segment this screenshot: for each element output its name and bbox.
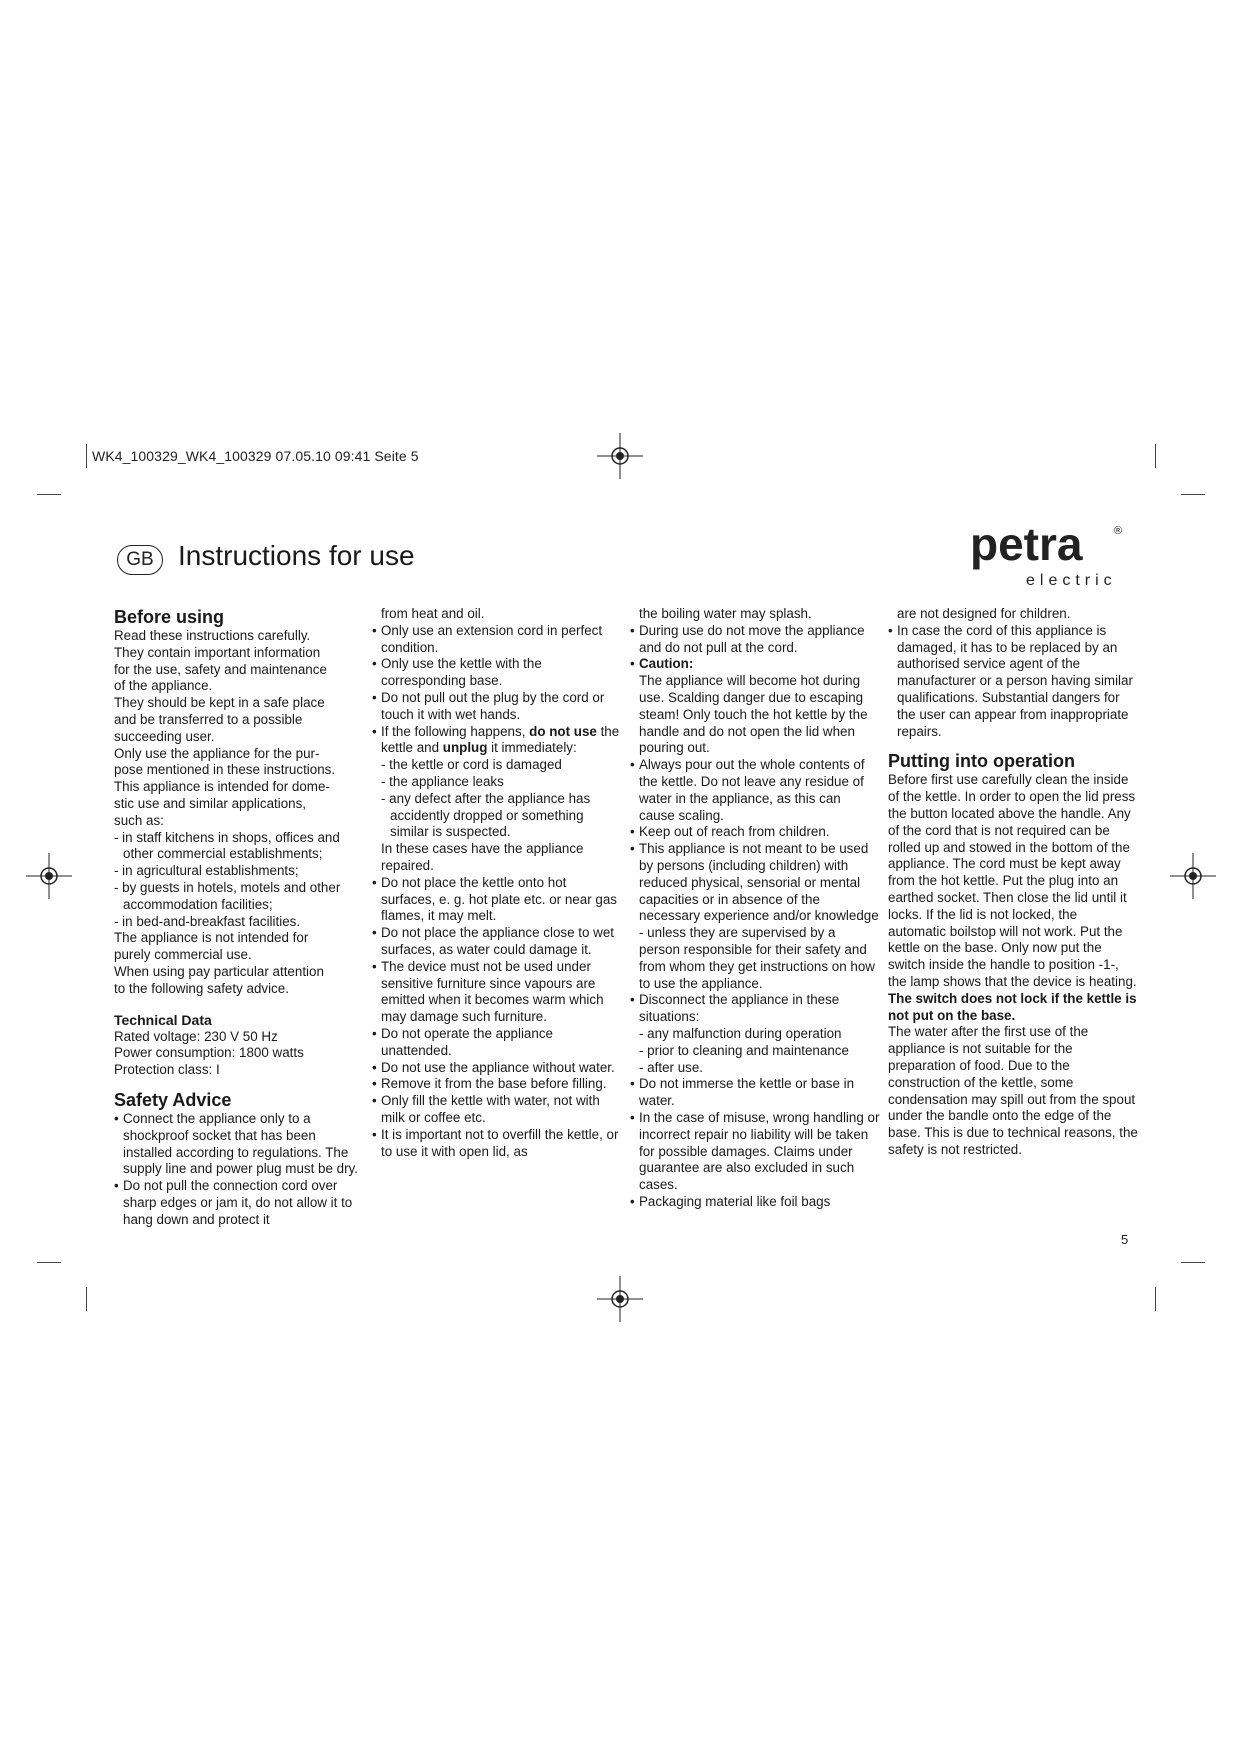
crop-mark-bottom-left	[86, 1287, 87, 1311]
text-line: of the appliance.	[114, 678, 213, 694]
list-item: • Only use an extension cord in perfect condition.	[372, 623, 622, 657]
logo-registered-mark: ®	[1114, 525, 1123, 537]
text-line: are not designed for children.	[897, 606, 1071, 621]
crop-mark-bottom-right	[1155, 1287, 1156, 1311]
heading-putting-into-operation: Putting into operation	[888, 751, 1075, 772]
list-item: • It is important not to overfill the kettle, or to use it with open lid, as	[372, 1127, 622, 1161]
list-item: • In case the cord of this appliance is damaged, it has to be replaced by an authorised service agent of the manufacturer or a person having similar qualifications. Substantial dangers for the user can appear from inappropriate repairs.	[888, 623, 1138, 741]
text-line: This appliance is intended for dome-	[114, 779, 330, 795]
safety-list	[888, 623, 1138, 741]
text-line: to the following safety advice.	[114, 980, 289, 996]
list-item: • Do not operate the appliance unattended.	[372, 1026, 622, 1060]
page-number: 5	[1121, 1232, 1129, 1247]
list-item: • Connect the appliance only to a shockproof socket that has been installed according to regulations. The supply line and power plug must be dry.	[114, 1111, 364, 1178]
operation-text: Before first use carefully clean the inside of the kettle. In order to open the lid press the button located above the handle. Any of the cord that is not required can be rolled up and stowed in the bottom of the appliance. The cord must be kept away from the hot kettle. Put the plug into an earthed socket. Then close the lid until it locks. If the lid is not locked, the automatic boilstop will not work. Put the kettle on the base. Only now put the switch inside the handle to position -1-, the lamp shows that the device is heating.	[888, 772, 1137, 989]
page-title: Instructions for use	[178, 540, 415, 571]
column-1	[114, 606, 364, 1229]
registration-mark-icon	[597, 1276, 643, 1322]
text-line: pose mentioned in these instructions.	[114, 762, 336, 778]
text-line: for the use, safety and maintenance	[114, 661, 327, 677]
print-slug: WK4_100329_WK4_100329 07.05.10 09:41 Seite 5	[92, 448, 419, 464]
registration-mark-icon	[597, 433, 643, 479]
registration-mark-icon	[26, 853, 72, 899]
list-item: • Do not place the appliance close to wet surfaces, as water could damage it.	[372, 925, 622, 959]
if-text-post: it immediately:	[487, 740, 577, 756]
text-line: stic use and similar applications,	[114, 795, 307, 811]
list-item: • Do not pull out the plug by the cord or touch it with wet hands.	[372, 690, 622, 724]
crop-mark-top-right	[1155, 444, 1156, 468]
heading-technical-data: Technical Data	[114, 1011, 212, 1028]
column-4	[888, 606, 1138, 1159]
if-text-pre: If the following happens,	[381, 723, 530, 739]
text-line: The appliance is not intended for	[114, 930, 309, 946]
text-line: Read these instructions carefully.	[114, 628, 311, 643]
list-item: • Do not pull the connection cord over sharp edges or jam it, do not allow it to hang down and protect it	[114, 1178, 364, 1228]
text-line: from heat and oil.	[381, 606, 485, 621]
caution-label: Caution:	[639, 656, 694, 672]
list-item: • Remove it from the base before filling.	[372, 1076, 622, 1093]
list-item-caution	[630, 656, 880, 757]
text-line: They contain important information	[114, 644, 321, 660]
text-line: the boiling water may splash.	[639, 606, 812, 621]
list-item: • Do not immerse the kettle or base in water.	[630, 1076, 880, 1110]
logo-wordmark: petra	[970, 520, 1083, 570]
crop-mark-right-upper	[1181, 494, 1205, 495]
text-line: purely commercial use.	[114, 947, 252, 963]
list-item: • Do not place the kettle onto hot surfaces, e. g. hot plate etc. or near gas flames, it may melt.	[372, 875, 622, 925]
crop-mark-left-upper	[37, 494, 61, 495]
list-item-if-happens	[372, 724, 622, 758]
spec-rated-voltage: Rated voltage: 230 V 50 Hz	[114, 1028, 278, 1044]
operation-warning	[888, 991, 1138, 1025]
list-item: - in agricultural establishments;	[114, 863, 299, 879]
text-line: and be transferred to a possible	[114, 711, 303, 727]
text-line: They should be kept in a safe place	[114, 695, 325, 711]
list-item: • Only fill the kettle with water, not with milk or coffee etc.	[372, 1093, 622, 1127]
list-item: • Do not use the appliance without water.	[372, 1060, 622, 1077]
crop-mark-right-lower	[1181, 1262, 1205, 1263]
crop-mark-left-lower	[37, 1262, 61, 1263]
safety-list	[630, 1076, 880, 1210]
list-item: • Packaging material like foil bags	[630, 1194, 880, 1211]
list-item: • This appliance is not meant to be used by persons (including children) with reduced physical, sensorial or mental capacities or in absence of the necessary experience and/or knowledge - unless they are supervised by a person responsible for their safety and from whom they get instructions on how to use the appliance.	[630, 841, 880, 992]
list-item: • Disconnect the appliance in these situations:	[630, 992, 880, 1026]
safety-list	[114, 1111, 364, 1229]
petra-electric-logo	[968, 520, 1138, 590]
text-line: In these cases have the appliance repaired.	[381, 841, 584, 873]
column-3	[630, 606, 880, 1211]
spec-power-consumption: Power consumption: 1800 watts	[114, 1045, 304, 1061]
list-item: • In the case of misuse, wrong handling or incorrect repair no liability will be taken for possible damages. Claims under guarantee are also excluded in such cases.	[630, 1110, 880, 1194]
spec-protection-class: Protection class: I	[114, 1062, 220, 1078]
column-2	[372, 606, 622, 1160]
list-item: - after use.	[639, 1059, 704, 1075]
registration-mark-icon	[1170, 853, 1216, 899]
list-item: - the kettle or cord is damaged	[381, 757, 562, 773]
list-item: • The device must not be used under sensitive furniture since vapours are emitted when it becomes warm which may damage such furniture.	[372, 959, 622, 1026]
list-item: - any defect after the appliance has accidently dropped or something similar is suspected.	[381, 790, 591, 840]
safety-list	[372, 623, 622, 757]
text-line: Only use the appliance for the pur-	[114, 745, 320, 761]
heading-before-using: Before using	[114, 607, 225, 627]
logo-subtitle: electric	[1026, 572, 1117, 589]
language-badge: GB	[117, 545, 163, 575]
heading-safety-advice: Safety Advice	[114, 1089, 232, 1110]
list-item: - prior to cleaning and maintenance	[639, 1042, 849, 1058]
list-item: • During use do not move the appliance and do not pull at the cord.	[630, 623, 880, 657]
safety-list	[372, 875, 622, 1161]
list-item: • Always pour out the whole contents of the kettle. Do not leave any residue of water in the appliance, as this can cause scaling.	[630, 757, 880, 824]
caution-text: The appliance will become hot during use. Scalding danger due to escaping steam! Only touch the hot kettle by the handle and do not open the lid when pouring out.	[639, 673, 868, 756]
list-item: • Keep out of reach from children.	[630, 824, 880, 841]
if-text-mid: the kettle and	[381, 723, 620, 756]
operation-warning-text: The switch does not lock if the kettle is not put on the base.	[888, 990, 1137, 1023]
text-line: When using pay particular attention	[114, 963, 324, 979]
safety-list	[630, 623, 880, 1026]
crop-mark-top-left	[86, 444, 87, 468]
list-item: - the appliance leaks	[381, 773, 504, 789]
list-item: • Only use the kettle with the corresponding base.	[372, 656, 622, 690]
list-item: - in staff kitchens in shops, offices and other commercial establishments;	[114, 829, 340, 862]
if-text-do-not-use: do not use	[529, 723, 597, 739]
list-item: - any malfunction during operation	[639, 1025, 842, 1041]
operation-text-after: The water after the first use of the appliance is not suitable for the preparation of food. Due to the construction of the kettle, some condensation may spill out from the spout under the bandle onto the edge of the base. This is due to technical reasons, the safety is not restricted.	[888, 1024, 1138, 1157]
text-line: succeeding user.	[114, 728, 215, 744]
list-item: - in bed-and-breakfast facilities.	[114, 913, 301, 929]
if-text-unplug: unplug	[442, 740, 488, 756]
list-item: - by guests in hotels, motels and other accommodation facilities;	[114, 879, 341, 912]
text-line: such as:	[114, 812, 164, 828]
